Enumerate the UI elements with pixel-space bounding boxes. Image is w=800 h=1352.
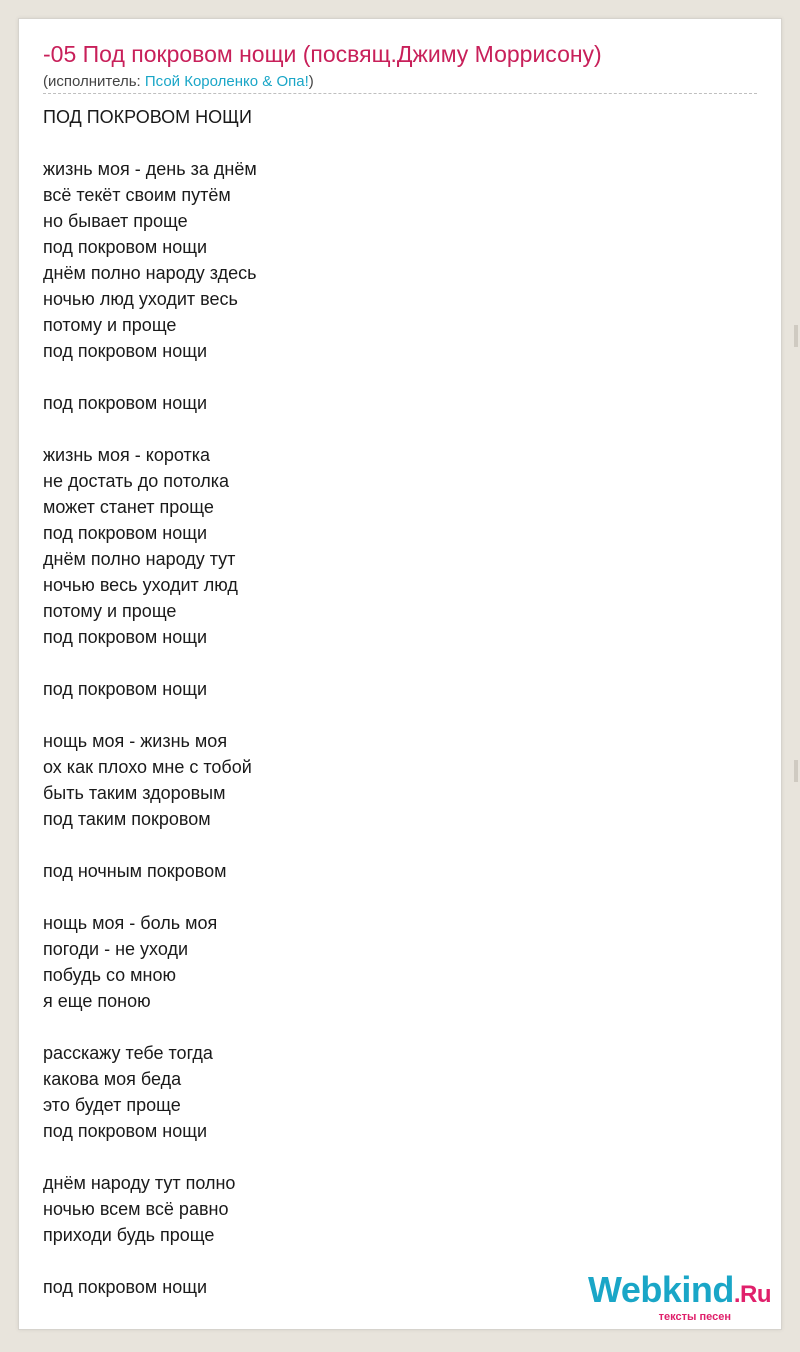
lyric-line: под покровом нощи — [43, 341, 208, 361]
lyric-line: всё текёт своим путём — [43, 185, 231, 205]
lyric-line: ночью всем всё равно — [43, 1199, 229, 1219]
stanza-break — [43, 1144, 257, 1170]
title-divider — [43, 93, 757, 94]
lyric-line: приходи будь проще — [43, 1225, 215, 1245]
lyric-line: может станет проще — [43, 497, 214, 517]
lyric-line: какова моя беда — [43, 1069, 182, 1089]
lyric-line: но бывает проще — [43, 211, 188, 231]
artist-prefix: (исполнитель: — [43, 73, 145, 90]
lyric-line: ночью весь уходит люд — [43, 575, 238, 595]
lyric-line: под ночным покровом — [43, 861, 227, 881]
page-edge-mark — [794, 325, 798, 347]
lyrics-text — [43, 104, 257, 1300]
artist-link[interactable]: Псой Короленко & Опа! — [144, 73, 309, 90]
logo-tagline: тексты песен — [658, 1311, 731, 1323]
lyric-line: ох как плохо мне с тобой — [43, 757, 252, 777]
artist-suffix: ) — [308, 73, 314, 90]
song-title: -05 Под покровом нощи (посвящ.Джиму Моррисону) — [43, 41, 602, 67]
lyric-line: днём народу тут полно — [43, 1173, 236, 1193]
lyric-line: под покровом нощи — [43, 627, 208, 647]
lyric-line: расскажу тебе тогда — [43, 1043, 213, 1063]
lyric-line: под покровом нощи — [43, 237, 208, 257]
lyric-line: под покровом нощи — [43, 523, 208, 543]
stanza-break — [43, 130, 257, 156]
artist-line — [43, 73, 314, 90]
lyric-line: ночью люд уходит весь — [43, 289, 238, 309]
stanza-break — [43, 650, 257, 676]
lyric-line: не достать до потолка — [43, 471, 230, 491]
site-logo[interactable] — [587, 1269, 771, 1323]
lyric-line: днём полно народу тут — [43, 549, 236, 569]
lyric-line: ПОД ПОКРОВОМ НОЩИ — [43, 107, 252, 127]
lyric-line: побудь со мною — [43, 965, 176, 985]
stanza-break — [43, 1248, 257, 1274]
lyric-line: я еще поною — [43, 991, 151, 1011]
stanza-break — [43, 416, 257, 442]
stanza-break — [43, 364, 257, 390]
lyrics-card — [18, 18, 782, 1330]
stanza-break — [43, 1014, 257, 1040]
lyric-line: под покровом нощи — [43, 393, 208, 413]
stanza-break — [43, 702, 257, 728]
lyric-line: потому и проще — [43, 601, 177, 621]
lyric-line: потому и проще — [43, 315, 177, 335]
lyric-line: нощь моя - жизнь моя — [43, 731, 228, 751]
lyric-line: жизнь моя - коротка — [43, 445, 211, 465]
lyric-line: нощь моя - боль моя — [43, 913, 218, 933]
lyric-line: быть таким здоровым — [43, 783, 226, 803]
lyric-line: под покровом нощи — [43, 1121, 208, 1141]
page-edge-mark — [794, 760, 798, 782]
stanza-break — [43, 832, 257, 858]
logo-name: Webkind — [587, 1269, 734, 1310]
lyric-line: погоди - не уходи — [43, 939, 189, 959]
logo-tld: .Ru — [733, 1281, 771, 1308]
lyric-line: под таким покровом — [43, 809, 211, 829]
lyric-line: днём полно народу здесь — [43, 263, 257, 283]
lyric-line: под покровом нощи — [43, 1277, 208, 1297]
lyric-line: это будет проще — [43, 1095, 181, 1115]
lyric-line: жизнь моя - день за днём — [43, 159, 257, 179]
stanza-break — [43, 884, 257, 910]
lyric-line: под покровом нощи — [43, 679, 208, 699]
